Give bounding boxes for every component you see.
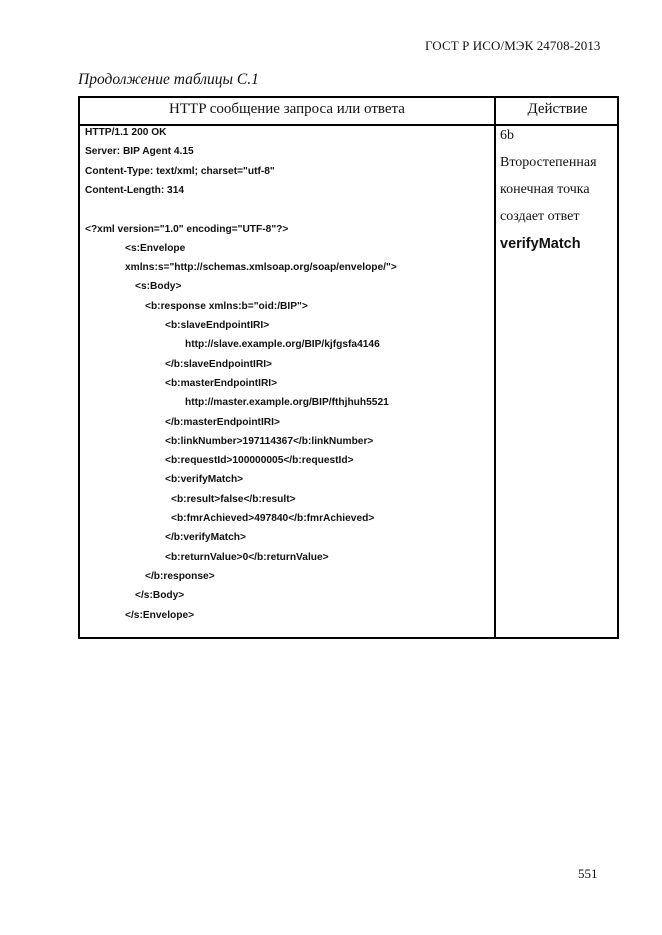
message-line: <b:returnValue>0</b:returnValue>	[165, 551, 329, 563]
action-description-line: создает ответ	[500, 209, 580, 224]
message-line: <?xml version="1.0" encoding="UTF-8"?>	[85, 223, 289, 235]
message-line: <b:linkNumber>197114367</b:linkNumber>	[165, 435, 374, 447]
message-line: <b:fmrAchieved>497840</b:fmrAchieved>	[171, 513, 375, 524]
table-caption: Продолжение таблицы С.1	[78, 71, 259, 88]
message-line: <s:Envelope	[125, 242, 186, 254]
message-line: <b:requestId>100000005</b:requestId>	[165, 455, 354, 467]
document-standard-header: ГОСТ Р ИСО/МЭК 24708-2013	[425, 38, 601, 53]
message-line: <s:Body>	[135, 281, 182, 293]
message-line: </b:slaveEndpointIRI>	[165, 358, 272, 370]
column-header-message: HTTP сообщение запроса или ответа	[169, 101, 405, 117]
message-line: </s:Body>	[135, 590, 185, 602]
action-description-line: конечная точка	[500, 182, 590, 197]
message-line: </b:response>	[145, 570, 215, 582]
message-table	[78, 96, 619, 639]
message-line: http://slave.example.org/BIP/kjfgsfa4146	[185, 339, 380, 351]
message-line: <b:verifyMatch>	[165, 474, 244, 486]
message-line: <b:slaveEndpointIRI>	[165, 320, 270, 331]
message-line: </b:verifyMatch>	[165, 532, 246, 544]
message-line: Content-Type: text/xml; charset="utf-8"	[85, 165, 275, 177]
table-header-row	[80, 98, 617, 126]
action-operation-name: verifyMatch	[500, 236, 581, 252]
message-line: Server: BIP Agent 4.15	[85, 146, 194, 158]
column-header-action: Действие	[527, 101, 588, 117]
message-line: </b:masterEndpointIRI>	[165, 416, 280, 428]
message-line: <b:masterEndpointIRI>	[165, 377, 278, 389]
message-line: </s:Envelope>	[125, 609, 195, 621]
message-line: xmlns:s="http://schemas.xmlsoap.org/soap/envelope/">	[125, 262, 397, 274]
message-line: <b:response xmlns:b="oid:/BIP">	[145, 300, 308, 312]
message-line: http://master.example.org/BIP/fthjhuh5521	[185, 397, 389, 409]
action-description-line: Второстепенная	[500, 155, 597, 170]
column-divider	[494, 98, 496, 637]
message-line: <b:result>false</b:result>	[171, 493, 296, 505]
action-step-id: 6b	[500, 128, 514, 143]
page-number: 551	[578, 866, 598, 881]
message-line: HTTP/1.1 200 OK	[85, 127, 167, 138]
message-line: Content-Length: 314	[85, 184, 185, 196]
